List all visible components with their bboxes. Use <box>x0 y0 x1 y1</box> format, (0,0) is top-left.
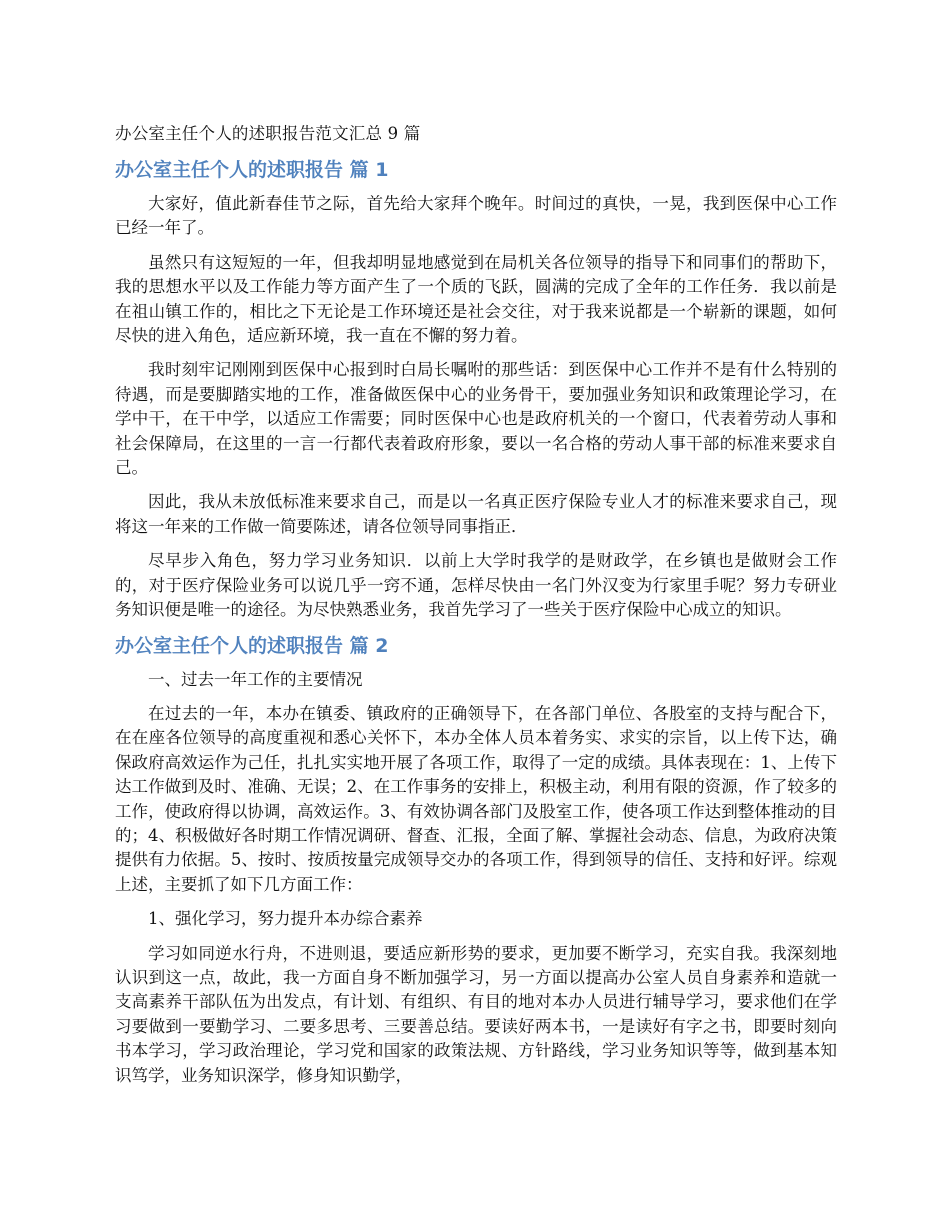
paragraph: 我时刻牢记刚刚到医保中心报到时白局长嘱咐的那些话：到医保中心工作并不是有什么特别的待遇，而是要脚踏实地的工作，准备做医保中心的业务骨干，要加强业务知识和政策理论学习，在学中干，在干中学，以适应工作需要；同时医保中心也是政府机关的一个窗口，代表着劳动人事和社会保障局，在这里的一言一行都代表着政府形象，要以一名合格的劳动人事干部的标准来要求自己。 <box>115 360 837 478</box>
document-page <box>115 122 837 1098</box>
paragraph: 虽然只有这短短的一年，但我却明显地感觉到在局机关各位领导的指导下和同事们的帮助下，我的思想水平以及工作能力等方面产生了一个质的飞跃，圆满的完成了全年的工作任务．我以前是在祖山镇工作的，相比之下无论是工作环境还是社会交往，对于我来说都是一个崭新的课题，如何尽快的进入角色，适应新环境，我一直在不懈的努力着。 <box>115 252 837 346</box>
section-heading: 办公室主任个人的述职报告 篇 1 <box>115 159 389 181</box>
section-heading: 办公室主任个人的述职报告 篇 2 <box>115 634 389 657</box>
paragraph: 一、过去一年工作的主要情况 <box>148 669 363 689</box>
paragraph: 在过去的一年，本办在镇委、镇政府的正确领导下，在各部门单位、各股室的支持与配合下，在在座各位领导的高度重视和悉心关怀下，本办全体人员本着务实、求实的宗旨，以上传下达，确保政府高效运作为己任，扎扎实实地开展了各项工作，取得了一定的成绩。具体表现在：1、上传下达工作做到及时、准确、无误；2、在工作事务的安排上，积极主动，利用有限的资源，作了较多的工作，使政府得以协调，高效运作。3、有效协调各部门及股室工作，使各项工作达到整体推动的目的；4、积极做好各时期工作情况调研、督查、汇报，全面了解、掌握社会动态、信息，为政府决策提供有力依据。5、按时、按质按量完成领导交办的各项工作，得到领导的信任、支持和好评。综观上述，主要抓了如下几方面工作： <box>115 703 837 894</box>
paragraph: 尽早步入角色，努力学习业务知识．以前上大学时我学的是财政学，在乡镇也是做财会工作的，对于医疗保险业务可以说几乎一窍不通，怎样尽快由一名门外汉变为行家里手呢？努力专研业务知识便是唯一的途径。为尽快熟悉业务，我首先学习了一些关于医疗保险中心成立的知识。 <box>115 551 837 620</box>
document-title: 办公室主任个人的述职报告范文汇总 9 篇 <box>115 124 421 143</box>
paragraph: 大家好，值此新春佳节之际，首先给大家拜个晚年。时间过的真快，一晃，我到医保中心工作已经一年了。 <box>115 194 837 238</box>
paragraph: 学习如同逆水行舟，不进则退，要适应新形势的要求，更加要不断学习，充实自我。我深刻地认识到这一点，故此，我一方面自身不断加强学习，另一方面以提高办公室人员自身素养和造就一支高素养干部队伍为出发点，有计划、有组织、有目的地对本办人员进行辅导学习，要求他们在学习要做到一要勤学习、二要多思考、三要善总结。要读好两本书，一是读好有字之书，即要时刻向书本学习，学习政治理论，学习党和国家的政策法规、方针路线，学习业务知识等等，做到基本知识笃学，业务知识深学，修身知识勤学， <box>115 943 837 1085</box>
paragraph: 因此，我从未放低标准来要求自己，而是以一名真正医疗保险专业人才的标准来要求自己，现将这一年来的工作做一简要陈述，请各位领导同事指正． <box>115 492 837 536</box>
section-1 <box>115 156 837 623</box>
paragraph: 1、强化学习，努力提升本办综合素养 <box>148 909 423 929</box>
section-2 <box>115 632 837 1089</box>
